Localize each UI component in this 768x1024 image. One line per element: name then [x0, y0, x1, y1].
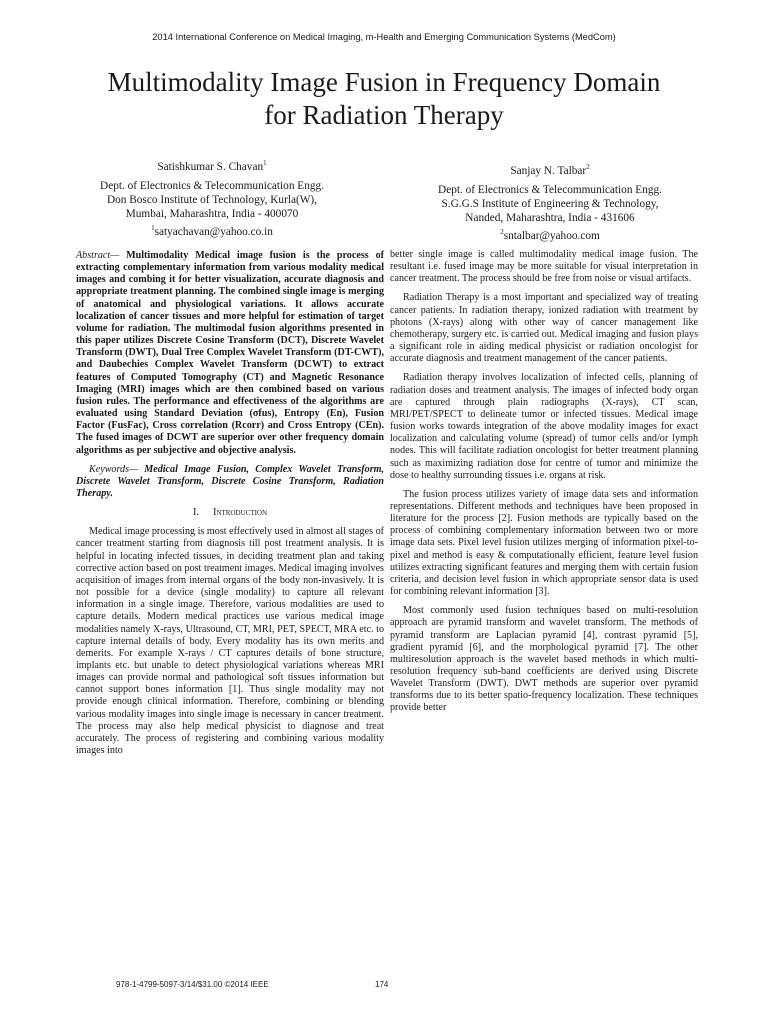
- left-column: [76, 250, 384, 757]
- keywords-label: Keywords—: [89, 463, 138, 475]
- paragraph: Radiation Therapy is a most important and specialized way of treating cancer patients. In radiation therapy, ionized radiation with treatment by photons (X-rays) along with other way of cancer management like chemotherapy, surgery etc. is carried out. Medical imaging and fusion plays a significant role in aiding medical physicist or radiation oncologist for accurate diagnosis and treatment management of the cancer patients.: [390, 292, 698, 365]
- title-line-1: Multimodality Image Fusion in Frequency Domain: [107, 67, 661, 97]
- abstract-label: Abstract—: [76, 250, 120, 261]
- paragraph: Most commonly used fusion techniques based on multi-resolution approach are pyramid transform and wavelet transform. The methods of pyramid transform are Laplacian pyramid [4], contrast pyramid [5], gradient pyramid [6], and the morphological pyramid [7]. The other multiresolution approach is the wavelet based methods in which multi-resolution frequency sub-band coefficients are derived using Discrete Wavelet Transform (DWT). DWT methods are superior over pyramid transforms due to its better spatio-frequency localization. These techniques provide better: [390, 605, 698, 714]
- author-institute: S.G.G.S Institute of Engineering & Technology,: [441, 197, 659, 210]
- page-number: 174: [375, 980, 389, 989]
- paragraph: better single image is called multimodality medical image fusion. The resultant i.e. fused image may be more suitable for visual interpretation in cancer treatment. The process should be free from noise or visual artifacts.: [390, 249, 698, 285]
- author-dept: Dept. of Electronics & Telecommunication Engg.: [438, 183, 662, 196]
- right-column: [390, 249, 698, 715]
- author-email: $^1$satyachavan@yahoo.co.in: [151, 223, 273, 238]
- author-email: $^2$sntalbar@yahoo.com: [500, 227, 600, 242]
- author-institute: Don Bosco Institute of Technology, Kurla(W),: [106, 193, 318, 206]
- intro-paragraph: Medical image processing is most effectively used in almost all stages of cancer treatment starting from diagnosis till post treatment analysis. It is helpful in locating infected tissues, in deciding treatment plan and taking corrective action based on post treatment images. Medical imaging involves acquisition of images from internal organs of the body non-invasively. It is not possible for a device (single modality) to capture all relevant information in a single image. Therefore, various modalities are used to capture details. Modern medical practices use various medical image modalities namely X-rays, Ultrasound, CT, MRI, PET, SPECT, MRA etc. to capture internal details of body. Every modality has its own merits and demerits. For example X-rays / CT captures details of bone structure, implants etc. but unable to detect physiological variations whereas MRI images can provide normal and pathological soft tissues information but cannot support bones information [1]. Thus single modality may not provide enough clinical information. Therefore, combining or blending various modality images into single image is necessary in cancer treatment. The process may also help medical physicist to diagnose and treat accurately. The process of registering and combining various modality images into: [76, 526, 384, 757]
- author-city: Nanded, Maharashtra, India - 431606: [465, 211, 635, 224]
- section-heading: [76, 507, 384, 519]
- section-title: Introduction: [213, 507, 268, 519]
- paper-title: [40, 66, 728, 132]
- section-number: I.: [192, 507, 200, 519]
- author-city: Mumbai, Maharashtra, India - 400070: [125, 207, 299, 220]
- abstract: [76, 250, 384, 457]
- author-name: Satishkumar S. Chavan$^1$: [157, 159, 267, 173]
- paragraph: Radiation therapy involves localization of infected cells, planning of radiation doses and treatment analysis. The images of infected body organ are captured through plain radiographs (X-rays), CT scan, MRI/PET/SPECT to delineate tumor or infected tissues. Medical image fusion works towards integration of the above modality images for exact localization and calculating volume (spread) of tumor cells and/or lymph nodes. This will facilitate radiation oncologist for better treatment planning such as maximizing radiation dose for centre of tumor and minimize the dose to healthy surrounding tissues i.e. organs at risk.: [390, 372, 698, 481]
- author-name: Sanjay N. Talbar$^2$: [510, 163, 590, 177]
- footer-copyright: 978-1-4799-5097-3/14/$31.00 ©2014 IEEE: [116, 980, 269, 989]
- author-dept: Dept. of Electronics & Telecommunication Engg.: [100, 179, 324, 192]
- author-block-1: [62, 156, 362, 239]
- keywords: [76, 464, 384, 500]
- title-line-2: for Radiation Therapy: [264, 100, 504, 130]
- conference-header: 2014 International Conference on Medical Imaging, m-Health and Emerging Communication Systems (MedCom): [152, 32, 616, 42]
- paragraph: The fusion process utilizes variety of image data sets and information representations. Different methods and techniques have been proposed in literature for the process [2]. Fusion methods are typically based on the process of combining complementary information between two or more image data sets. Pixel level fusion utilizes merging of information pixel-to-pixel and method is easy & computationally efficient, feature level fusion utilizes extracting significant features and merging them with certain fusion criteria, and decision level fusion in which appropriate sensor data is used for combining relevant information [3].: [390, 488, 698, 598]
- author-block-2: [395, 160, 705, 243]
- keywords-text: Medical Image Fusion, Complex Wavelet Transform, Discrete Wavelet Transform, Discrete Cosine Transform, Radiation Therapy.: [76, 463, 384, 499]
- abstract-text: Multimodality Medical image fusion is the process of extracting complementary information from various modality medical images and combing it for better visualization, accurate diagnosis and appropriate treatment planning. The combined single image is merging of anatomical and physiological variations. It allows accurate localization of cancer tissues and more helpful for estimation of target volume for radiation. The multimodal fusion algorithms presented in this paper utilizes Discrete Cosine Transform (DCT), Discrete Wavelet Transform (DWT), Dual Tree Complex Wavelet Transform (DT-CWT), and Daubechies Complex Wavelet Transform (DCWT) to extract features of Computed Tomography (CT) and Magnetic Resonance Imaging (MRI) images which are then combined based on various fusion rules. The performance and effectiveness of the algorithms are evaluated using Standard Deviation (σfus), Entropy (En), Fusion Factor (FusFac), Cross correlation (Rcorr) and Cross Entropy (CEn). The fused images of DCWT are superior over other frequency domain algorithms as per subjective and objective analysis.: [76, 250, 384, 456]
